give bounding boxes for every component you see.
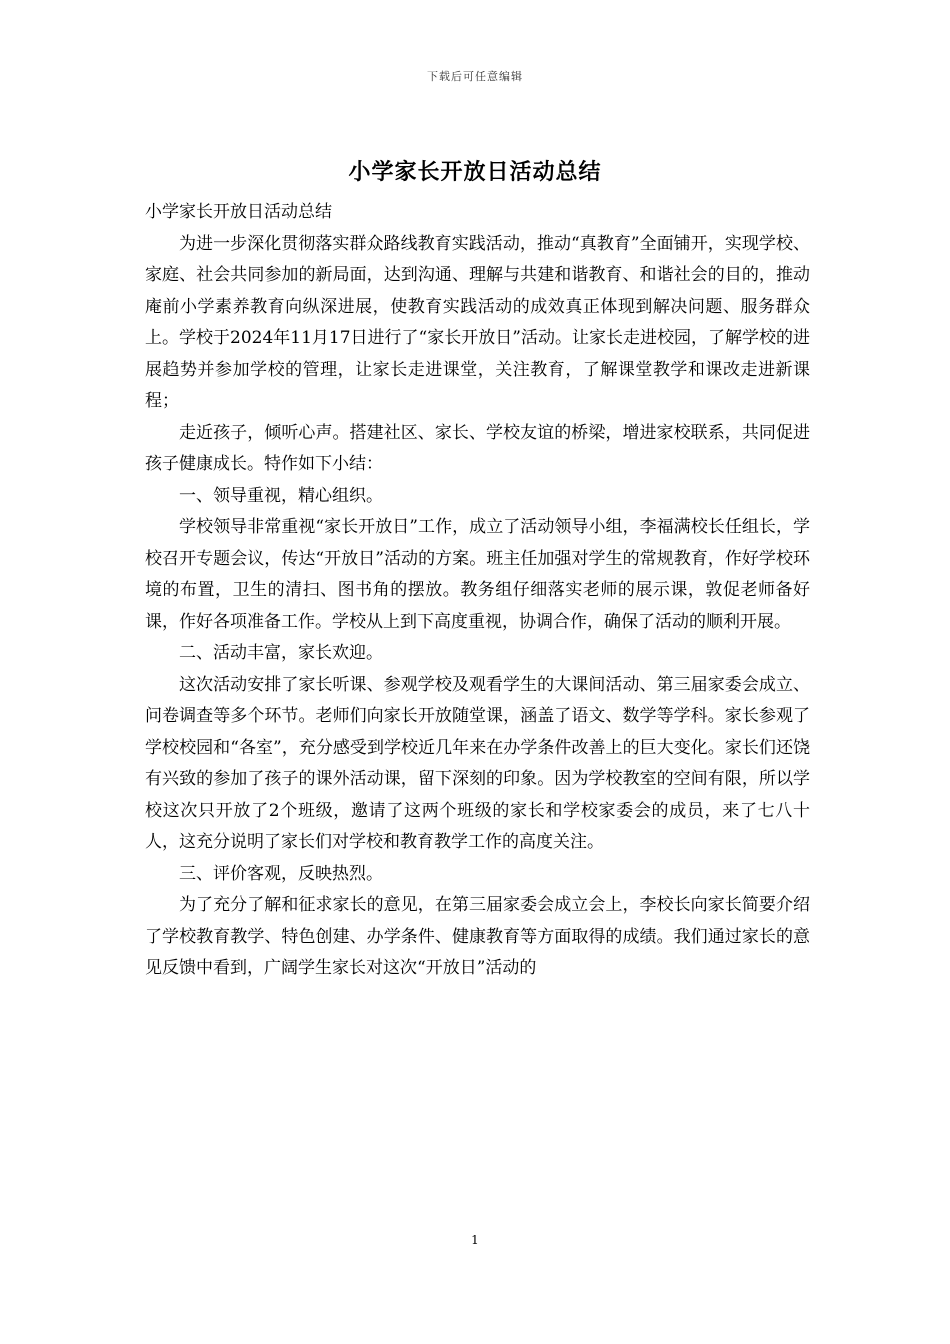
paragraph-subtitle: 小学家长开放日活动总结 bbox=[145, 202, 332, 222]
document-title: 小学家长开放日活动总结 bbox=[348, 159, 602, 185]
paragraph: 为进一步深化贯彻落实群众路线教育实践活动，推动“真教育”全面铺开，实现学校、家庭、社会共同参加的新局面，达到沟通、理解与共建和谐教育、和谐社会的目的，推动庵前小学素养教育向纵深进展，使教育实践活动的成效真正体现到解决问题、服务群众上。学校于2024年11月17日进行了“家长开放日”活动。让家长走进校园，了解学校的进展趋势并参加学校的管理，让家长走进课堂，关注教育，了解课堂教学和课改走进新课程； bbox=[145, 233, 810, 411]
section-heading: 三、评价客观，反映热烈。 bbox=[179, 863, 383, 884]
paragraph: 走近孩子，倾听心声。搭建社区、家长、学校友谊的桥梁，增进家校联系，共同促进孩子健康成长。特作如下小结： bbox=[145, 422, 810, 474]
header-note: 下载后可任意编辑 bbox=[427, 70, 523, 83]
paragraph: 学校领导非常重视“家长开放日”工作，成立了活动领导小组，李福满校长任组长，学校召开专题会议，传达“开放日”活动的方案。班主任加强对学生的常规教育，作好学校环境的布置，卫生的清扫、图书角的摆放。教务组仔细落实老师的展示课，敦促老师备好课，作好各项准备工作。学校从上到下高度重视，协调合作，确保了活动的顺利开展。 bbox=[145, 517, 810, 632]
paragraph: 这次活动安排了家长听课、参观学校及观看学生的大课间活动、第三届家委会成立、问卷调查等多个环节。老师们向家长开放随堂课，涵盖了语文、数学等学科。家长参观了学校校园和“各室”，充分感受到学校近几年来在办学条件改善上的巨大变化。家长们还饶有兴致的参加了孩子的课外活动课，留下深刻的印象。因为学校教室的空间有限，所以学校这次只开放了2个班级，邀请了这两个班级的家长和学校家委会的成员，来了七八十人，这充分说明了家长们对学校和教育教学工作的高度关注。 bbox=[145, 674, 810, 852]
section-heading: 二、活动丰富，家长欢迎。 bbox=[179, 643, 383, 663]
paragraph: 为了充分了解和征求家长的意见，在第三届家委会成立会上，李校长向家长简要介绍了学校教育教学、特色创建、办学条件、健康教育等方面取得的成绩。我们通过家长的意见反馈中看到，广阔学生家长对这次“开放日”活动的 bbox=[145, 895, 810, 978]
page-number: 1 bbox=[471, 1233, 479, 1247]
document-body bbox=[145, 197, 810, 985]
section-heading: 一、领导重视，精心组织。 bbox=[179, 485, 383, 506]
